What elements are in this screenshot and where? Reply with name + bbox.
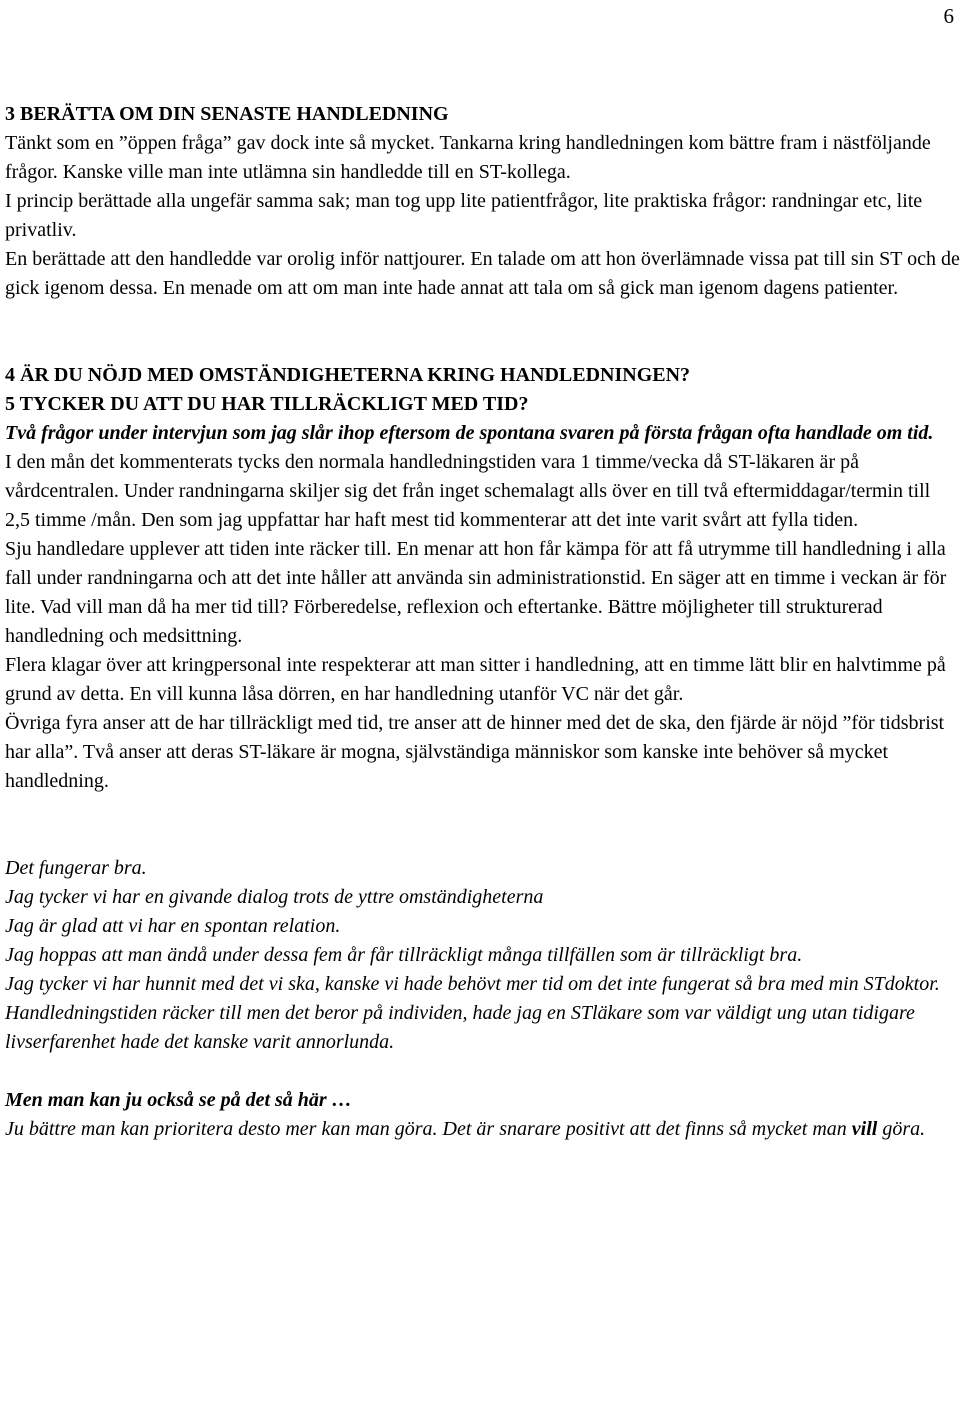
section-4-5-paragraph: Sju handledare upplever att tiden inte räcker till. En menar att hon får kämpa för att få utrymme till handledning i alla fall under randningarna och att det inte håller att använda sin administrationstid. En säger att en timme i veckan är för lite. Vad vill man då ha mer tid till? Förberedelse, reflexion och eftertanke. Bättre möjligheter till strukturerad handledning och medsittning. <box>5 538 947 647</box>
section-5-heading: 5 TYCKER DU ATT DU HAR TILLRÄCKLIGT MED TID? <box>5 393 529 415</box>
quote: Jag är glad att vi har en spontan relation. <box>5 915 341 937</box>
closing-text-before: Ju bättre man kan prioritera desto mer kan man göra. Det är snarare positivt att det finns så mycket man <box>5 1118 852 1140</box>
page-number: 6 <box>943 4 954 28</box>
spacer <box>5 796 960 854</box>
section-4-5-paragraph: I den mån det kommenterats tycks den normala handledningstiden vara 1 timme/vecka då ST-läkaren är på vårdcentralen. Under randningarna skiljer sig det från inget schemalagt alls över en till två eftermiddagar/termin till 2,5 timme /mån. Den som jag uppfattar har haft mest tid kommenterar att det inte varit svårt att fylla tiden. <box>5 451 931 531</box>
quote: Det fungerar bra. <box>5 857 147 879</box>
author-note: Två frågor under intervjun som jag slår ihop eftersom de spontana svaren på första frågan ofta handlade om tid. <box>5 422 934 444</box>
quote: Handledningstiden räcker till men det beror på individen, hade jag en STläkare som var väldigt ung utan tidigare livserfarenhet hade det kanske varit annorlunda. <box>5 1002 915 1053</box>
section-3-paragraph: En berättade att den handledde var orolig inför nattjourer. En talade om att hon överlämnade vissa pat till sin ST och de gick igenom dessa. En menade om att om man inte hade annat att tala om så gick man igenom dagens patienter. <box>5 248 960 299</box>
spacer <box>5 303 960 361</box>
closing-heading: Men man kan ju också se på det så här … <box>5 1089 352 1111</box>
spacer <box>5 1057 960 1086</box>
closing-emphasis: vill <box>851 1118 878 1140</box>
quote: Jag tycker vi har en givande dialog trots de yttre omständigheterna <box>5 886 544 908</box>
section-4-5-paragraph: Flera klagar över att kringpersonal inte respekterar att man sitter i handledning, att en timme lätt blir en halvtimme på grund av detta. En vill kunna låsa dörren, en har handledning utanför VC när det går. <box>5 654 946 705</box>
closing-text-after: göra. <box>877 1118 926 1140</box>
section-3-paragraph: Tänkt som en ”öppen fråga” gav dock inte så mycket. Tankarna kring handledningen kom bättre fram i nästföljande frågor. Kanske ville man inte utlämna sin handledde till en ST-kollega. <box>5 132 931 183</box>
section-3-heading: 3 BERÄTTA OM DIN SENASTE HANDLEDNING <box>5 103 449 125</box>
document-body <box>5 100 960 1144</box>
section-3-paragraph: I princip berättade alla ungefär samma sak; man tog upp lite patientfrågor, lite praktiska frågor: randningar etc, lite privatliv. <box>5 190 923 241</box>
section-4-heading: 4 ÄR DU NÖJD MED OMSTÄNDIGHETERNA KRING HANDLEDNINGEN? <box>5 364 691 386</box>
closing-paragraph <box>5 1115 960 1144</box>
quote: Jag hoppas att man ändå under dessa fem år får tillräckligt många tillfällen som är tillräckligt bra. <box>5 944 803 966</box>
section-4-5-paragraph: Övriga fyra anser att de har tillräckligt med tid, tre anser att de hinner med det de ska, den fjärde är nöjd ”för tidsbrist har alla”. Två anser att deras ST-läkare är mogna, självständiga människor som kanske inte behöver så mycket handledning. <box>5 712 945 792</box>
quote: Jag tycker vi har hunnit med det vi ska, kanske vi hade behövt mer tid om det inte fungerat så bra med min STdoktor. <box>5 973 940 995</box>
